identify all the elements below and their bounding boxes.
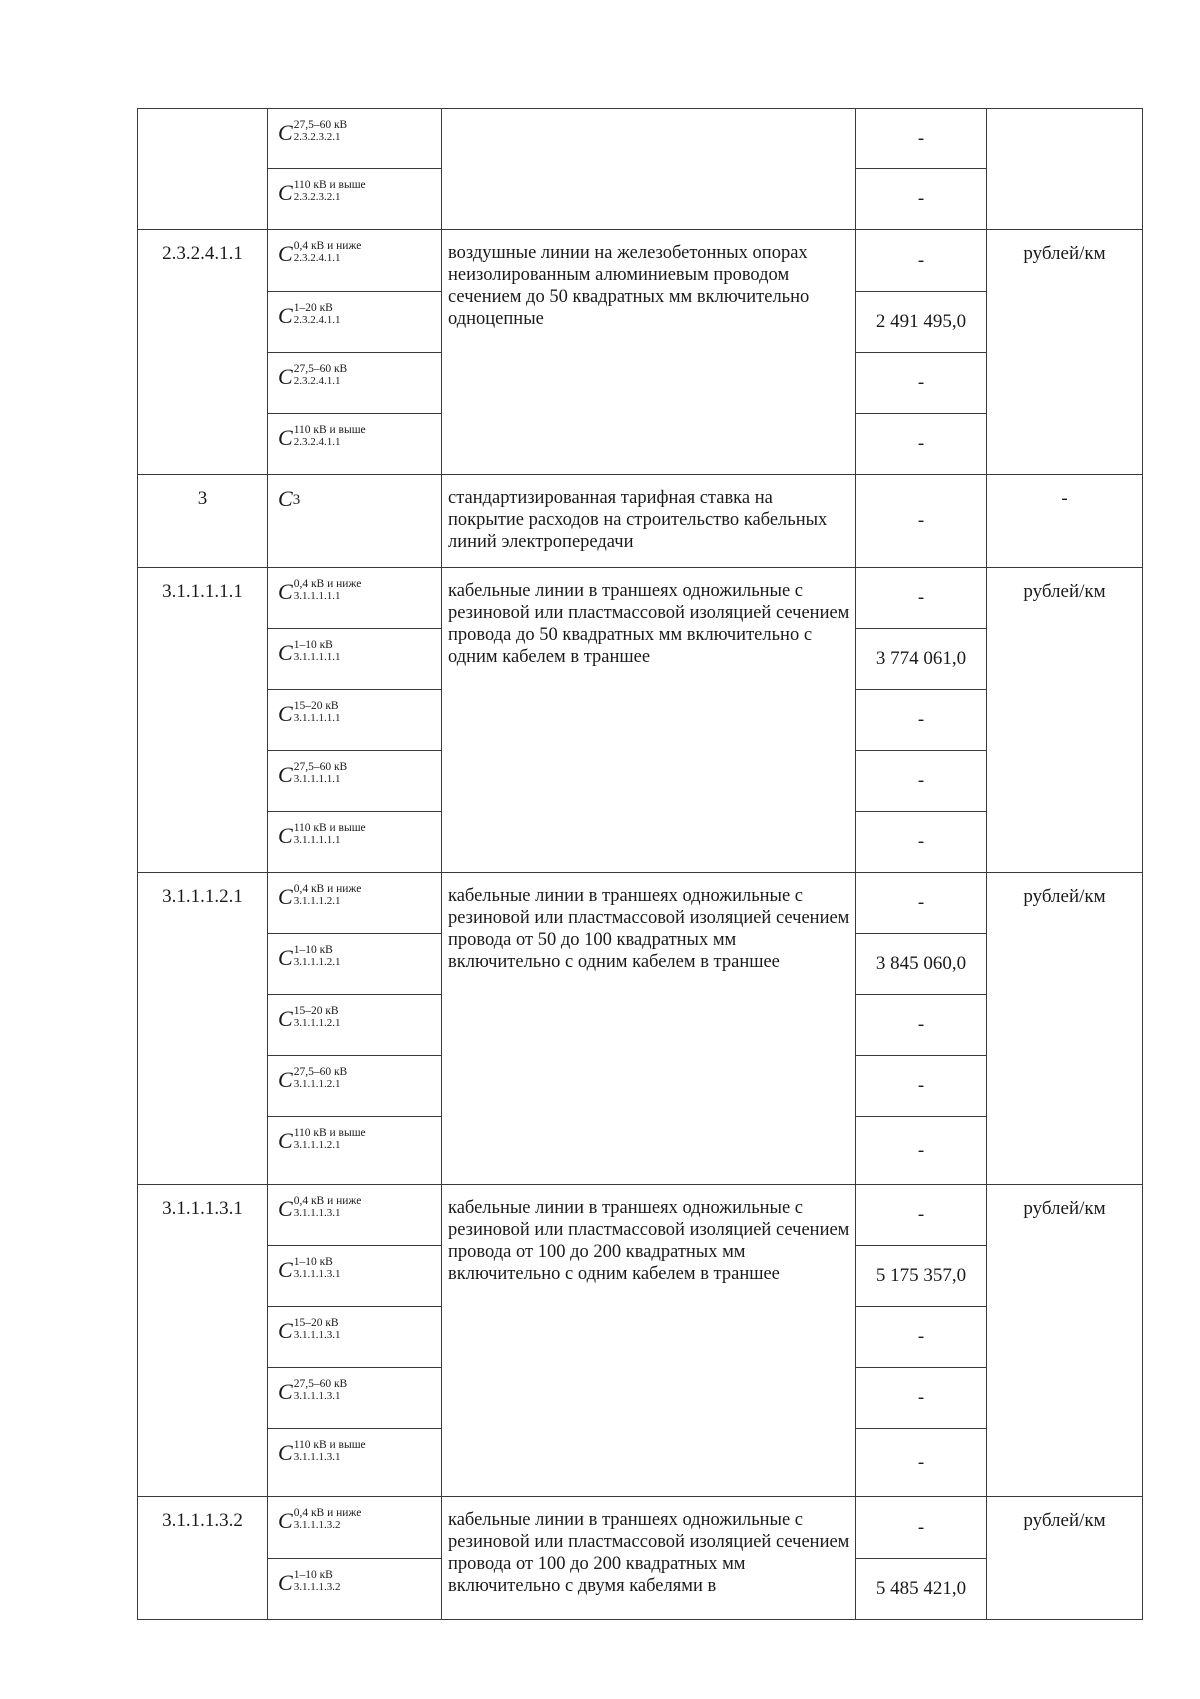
- rate-symbol: [278, 702, 340, 726]
- rate-symbol: [278, 1129, 366, 1153]
- voltage-superscript: 27,5–60 кВ: [293, 119, 348, 131]
- symbol-letter: C: [278, 945, 293, 970]
- rate-value-cell: -: [856, 1117, 987, 1185]
- rate-symbol-cell: [268, 475, 442, 568]
- voltage-superscript: 1–10 кВ: [293, 1256, 333, 1268]
- rate-value-cell: -: [856, 1497, 987, 1559]
- symbol-letter: C: [278, 1067, 293, 1092]
- description-cell: [442, 109, 856, 230]
- rate-value-cell: -: [856, 109, 987, 169]
- rate-symbol: [278, 1509, 361, 1533]
- rate-symbol-cell: [268, 1246, 442, 1307]
- rate-value-cell: -: [856, 169, 987, 230]
- rate-value-cell: 2 491 495,0: [856, 292, 987, 353]
- description-cell: кабельные линии в траншеях одножильные с резиновой или пластмассовой изоляцией сечением провода от 100 до 200 квадратных мм включительно с двумя кабелями в: [442, 1497, 856, 1620]
- rate-value-cell: -: [856, 353, 987, 414]
- row-number-cell: 3.1.1.1.3.1: [138, 1185, 268, 1497]
- row-number-cell: 3.1.1.1.1.1: [138, 568, 268, 873]
- rate-symbol: [278, 1380, 347, 1404]
- rate-symbol: [278, 304, 340, 328]
- symbol-letter: C: [278, 1128, 293, 1153]
- rate-symbol: [278, 885, 361, 909]
- code-subscript: 3.1.1.1.3.1: [293, 1451, 341, 1463]
- code-subscript: 3.1.1.1.1.1: [293, 773, 341, 785]
- symbol-letter: C: [278, 1318, 293, 1343]
- unit-cell: рублей/км: [987, 568, 1143, 873]
- rate-value-cell: -: [856, 475, 987, 568]
- symbol-letter: C: [278, 1508, 293, 1533]
- rate-value-cell: -: [856, 812, 987, 873]
- rate-symbol: [278, 580, 361, 604]
- rates-table: [137, 108, 1143, 1620]
- rate-symbol-cell: [268, 1559, 442, 1620]
- table-row: [138, 109, 1143, 169]
- symbol-letter: C: [278, 425, 293, 450]
- table-row: [138, 1497, 1143, 1559]
- rate-symbol-cell: [268, 169, 442, 230]
- symbol-letter: C: [278, 1196, 293, 1221]
- description-cell: стандартизированная тарифная ставка на покрытие расходов на строительство кабельных линий электропередачи: [442, 475, 856, 568]
- rate-symbol: [278, 1441, 366, 1465]
- rate-symbol-cell: [268, 353, 442, 414]
- symbol-letter: C: [278, 823, 293, 848]
- rate-symbol-cell: [268, 1185, 442, 1246]
- rate-value-cell: -: [856, 873, 987, 934]
- code-subscript: 2.3.2.4.1.1: [293, 375, 341, 387]
- code-subscript: 3.1.1.1.3.1: [293, 1390, 341, 1402]
- voltage-superscript: 15–20 кВ: [293, 700, 339, 712]
- row-number-cell: 3.1.1.1.2.1: [138, 873, 268, 1185]
- rate-value-cell: -: [856, 1185, 987, 1246]
- table-row: [138, 568, 1143, 629]
- rate-value-cell: -: [856, 1307, 987, 1368]
- rate-symbol: [278, 1258, 340, 1282]
- rate-symbol-cell: [268, 292, 442, 353]
- code-subscript: 2.3.2.4.1.1: [293, 314, 341, 326]
- row-number-cell: 2.3.2.4.1.1: [138, 230, 268, 475]
- rate-value-cell: -: [856, 1056, 987, 1117]
- voltage-superscript: 1–20 кВ: [293, 302, 333, 314]
- symbol-letter: C: [278, 364, 293, 389]
- voltage-superscript: 1–10 кВ: [293, 944, 333, 956]
- symbol-letter: C: [278, 303, 293, 328]
- rate-value-cell: -: [856, 751, 987, 812]
- symbol-letter: C: [278, 884, 293, 909]
- rate-value-cell: 3 845 060,0: [856, 934, 987, 995]
- code-subscript: 3.1.1.1.2.1: [293, 956, 341, 968]
- rate-symbol-cell: [268, 1056, 442, 1117]
- unit-cell: [987, 109, 1143, 230]
- code-subscript: 2.3.2.3.2.1: [293, 191, 341, 203]
- rate-value-cell: -: [856, 1429, 987, 1497]
- code-subscript: 3.1.1.1.3.1: [293, 1268, 341, 1280]
- rate-symbol-cell: [268, 1497, 442, 1559]
- voltage-superscript: 15–20 кВ: [293, 1005, 339, 1017]
- rate-symbol: [278, 487, 300, 511]
- voltage-superscript: 27,5–60 кВ: [293, 1066, 348, 1078]
- rate-symbol: [278, 1319, 340, 1343]
- voltage-superscript: 110 кВ и выше: [293, 822, 366, 834]
- symbol-letter: C: [278, 701, 293, 726]
- rate-symbol-cell: [268, 812, 442, 873]
- voltage-superscript: 27,5–60 кВ: [293, 363, 348, 375]
- rate-value-cell: 5 485 421,0: [856, 1559, 987, 1620]
- voltage-superscript: 1–10 кВ: [293, 1569, 333, 1581]
- symbol-letter: C: [278, 241, 293, 266]
- unit-cell: рублей/км: [987, 1185, 1143, 1497]
- rate-value-cell: -: [856, 568, 987, 629]
- symbol-letter: C: [278, 1257, 293, 1282]
- voltage-superscript: 27,5–60 кВ: [293, 1378, 348, 1390]
- rate-symbol-cell: [268, 109, 442, 169]
- rate-symbol: [278, 426, 366, 450]
- table-row: [138, 1185, 1143, 1246]
- voltage-superscript: 0,4 кВ и ниже: [293, 883, 362, 895]
- rate-value-cell: -: [856, 414, 987, 475]
- rate-symbol-cell: [268, 230, 442, 292]
- unit-cell: -: [987, 475, 1143, 568]
- code-subscript: 2.3.2.3.2.1: [293, 131, 341, 143]
- code-subscript: 3.1.1.1.1.1: [293, 590, 341, 602]
- rate-symbol-cell: [268, 995, 442, 1056]
- voltage-superscript: 110 кВ и выше: [293, 179, 366, 191]
- voltage-superscript: 1–10 кВ: [293, 639, 333, 651]
- table-row: [138, 873, 1143, 934]
- code-subscript: 3.1.1.1.2.1: [293, 895, 341, 907]
- description-cell: воздушные линии на железобетонных опорах неизолированным алюминиевым проводом сечением до 50 квадратных мм включительно одноцепные: [442, 230, 856, 475]
- code-subscript: 3.1.1.1.3.1: [293, 1329, 341, 1341]
- rate-symbol-cell: [268, 751, 442, 812]
- code-subscript: 3.1.1.1.1.1: [293, 834, 341, 846]
- code-subscript: 3.1.1.1.2.1: [293, 1078, 341, 1090]
- code-subscript: 3: [292, 492, 301, 508]
- code-subscript: 3.1.1.1.1.1: [293, 712, 341, 724]
- rate-symbol-cell: [268, 629, 442, 690]
- symbol-letter: C: [278, 180, 293, 205]
- code-subscript: 3.1.1.1.3.1: [293, 1207, 341, 1219]
- rate-symbol: [278, 365, 347, 389]
- rate-symbol-cell: [268, 1368, 442, 1429]
- table-row: [138, 230, 1143, 292]
- symbol-letter: C: [278, 1570, 293, 1595]
- rate-symbol-cell: [268, 568, 442, 629]
- rate-symbol: [278, 181, 366, 205]
- rate-symbol: [278, 946, 340, 970]
- symbol-letter: C: [278, 1006, 293, 1031]
- rate-value-cell: 3 774 061,0: [856, 629, 987, 690]
- rate-value-cell: -: [856, 690, 987, 751]
- rate-symbol-cell: [268, 873, 442, 934]
- code-subscript: 2.3.2.4.1.1: [293, 436, 341, 448]
- rate-value-cell: 5 175 357,0: [856, 1246, 987, 1307]
- rate-symbol: [278, 1571, 340, 1595]
- symbol-letter: C: [278, 120, 293, 145]
- unit-cell: рублей/км: [987, 873, 1143, 1185]
- description-cell: кабельные линии в траншеях одножильные с резиновой или пластмассовой изоляцией сечением провода до 50 квадратных мм включительно с одним кабелем в траншее: [442, 568, 856, 873]
- rate-symbol-cell: [268, 934, 442, 995]
- symbol-letter: C: [278, 579, 293, 604]
- code-subscript: 3.1.1.1.2.1: [293, 1139, 341, 1151]
- voltage-superscript: 15–20 кВ: [293, 1317, 339, 1329]
- symbol-letter: C: [278, 1440, 293, 1465]
- rate-symbol-cell: [268, 1117, 442, 1185]
- symbol-letter: C: [278, 486, 293, 511]
- row-number-cell: 3.1.1.1.3.2: [138, 1497, 268, 1620]
- voltage-superscript: 110 кВ и выше: [293, 1127, 366, 1139]
- voltage-superscript: 0,4 кВ и ниже: [293, 1507, 362, 1519]
- rate-symbol: [278, 641, 340, 665]
- rate-symbol-cell: [268, 1307, 442, 1368]
- voltage-superscript: 27,5–60 кВ: [293, 761, 348, 773]
- code-subscript: 3.1.1.1.2.1: [293, 1017, 341, 1029]
- code-subscript: 2.3.2.4.1.1: [293, 252, 341, 264]
- table-row: [138, 475, 1143, 568]
- code-subscript: 3.1.1.1.3.2: [293, 1519, 341, 1531]
- row-number-cell: [138, 109, 268, 230]
- rate-symbol: [278, 121, 347, 145]
- rate-symbol: [278, 1197, 361, 1221]
- voltage-superscript: 110 кВ и выше: [293, 1439, 366, 1451]
- rate-symbol-cell: [268, 414, 442, 475]
- rate-symbol: [278, 1068, 347, 1092]
- voltage-superscript: 0,4 кВ и ниже: [293, 1195, 362, 1207]
- description-cell: кабельные линии в траншеях одножильные с резиновой или пластмассовой изоляцией сечением провода от 50 до 100 квадратных мм включительно с одним кабелем в траншее: [442, 873, 856, 1185]
- code-subscript: 3.1.1.1.1.1: [293, 651, 341, 663]
- rate-value-cell: -: [856, 230, 987, 292]
- row-number-cell: 3: [138, 475, 268, 568]
- unit-cell: рублей/км: [987, 1497, 1143, 1620]
- rate-symbol-cell: [268, 690, 442, 751]
- rate-symbol: [278, 763, 347, 787]
- symbol-letter: C: [278, 762, 293, 787]
- voltage-superscript: 0,4 кВ и ниже: [293, 578, 362, 590]
- rate-value-cell: -: [856, 1368, 987, 1429]
- voltage-superscript: 110 кВ и выше: [293, 424, 366, 436]
- rate-symbol-cell: [268, 1429, 442, 1497]
- rate-symbol: [278, 824, 366, 848]
- code-subscript: 3.1.1.1.3.2: [293, 1581, 341, 1593]
- description-cell: кабельные линии в траншеях одножильные с резиновой или пластмассовой изоляцией сечением провода от 100 до 200 квадратных мм включительно с одним кабелем в траншее: [442, 1185, 856, 1497]
- rate-symbol: [278, 1007, 340, 1031]
- symbol-letter: C: [278, 1379, 293, 1404]
- rate-symbol: [278, 242, 361, 266]
- voltage-superscript: 0,4 кВ и ниже: [293, 240, 362, 252]
- rate-value-cell: -: [856, 995, 987, 1056]
- symbol-letter: C: [278, 640, 293, 665]
- unit-cell: рублей/км: [987, 230, 1143, 475]
